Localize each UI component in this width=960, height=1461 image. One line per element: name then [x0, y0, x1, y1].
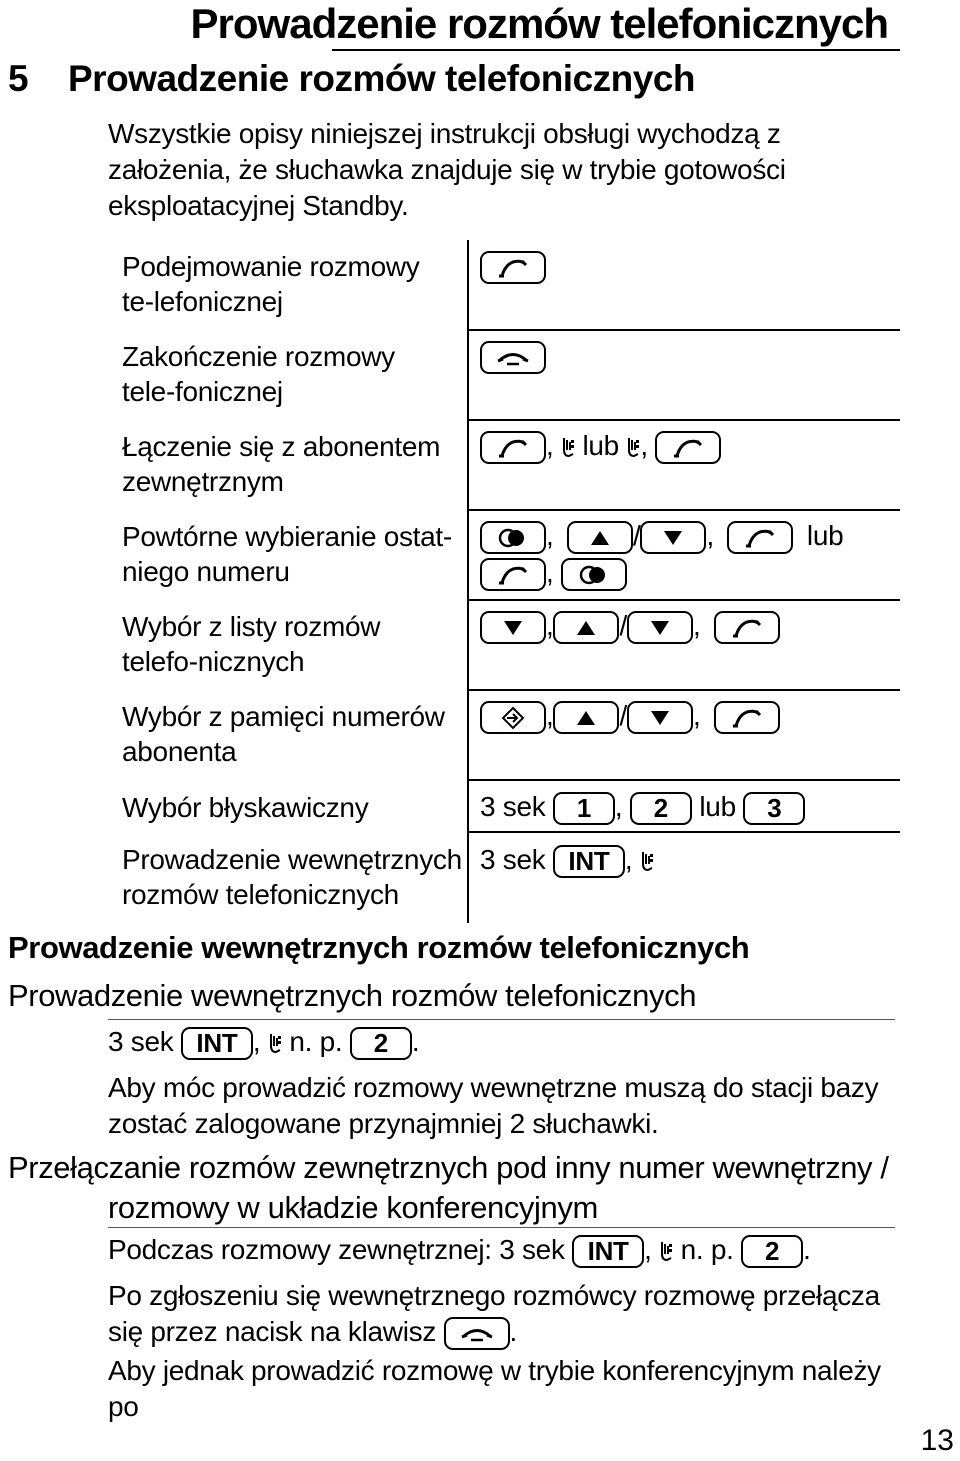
keypad-digits-icon: [626, 436, 640, 460]
key-2: 2: [630, 792, 692, 825]
row-label-end-call: Zakończenie rozmowy tele-fonicznej: [122, 341, 395, 407]
page-number: 13: [920, 1424, 954, 1457]
talk-key-icon: [714, 701, 780, 734]
row-label-redial: Powtórne wybieranie ostat-niego numeru: [122, 521, 452, 587]
table-row-divider: [467, 419, 900, 421]
row-label-call-list: Wybór z listy rozmów telefo-nicznych: [122, 611, 381, 677]
row-action-internal-call: 3 sek INT ,: [480, 842, 654, 878]
talk-key-icon: [655, 431, 721, 464]
int-key: INT: [553, 845, 625, 878]
header-underline: [332, 49, 900, 51]
row-action-phonebook: , / ,: [480, 698, 780, 734]
table-row-divider: [467, 599, 900, 601]
internal-call-note: Aby móc prowadzić rozmowy wewnętrzne muszą do stacji bazy zostać zalogowane przynajmniej 2 słuchawki.: [108, 1072, 879, 1139]
down-arrow-key-icon: [627, 701, 693, 734]
keypad-digits-icon: [659, 1240, 673, 1264]
subheading-transfer: Przełączanie rozmów zewnętrznych pod inny numer wewnętrzny / rozmowy w układzie konferencyjnym: [8, 1150, 889, 1225]
keypad-digits-icon: [268, 1032, 282, 1056]
row-action-answer-call: [480, 248, 546, 284]
row-label-internal-call: Prowadzenie wewnętrznych rozmów telefonicznych: [122, 844, 462, 910]
internal-call-instruction: 3 sek INT , n. p. 2 .: [108, 1026, 420, 1059]
row-label-phonebook: Wybór z pamięci numerów abonenta: [122, 701, 445, 767]
table-vertical-rule: [467, 240, 469, 923]
chapter-number: 5: [8, 58, 29, 99]
talk-key-icon: [480, 251, 546, 284]
row-action-speed-dial: 3 sek 1 , 2 lub 3: [480, 789, 805, 825]
keypad-digits-icon: [640, 850, 654, 874]
row-label-speed-dial: Wybór błyskawiczny: [122, 792, 369, 823]
chapter-heading: [8, 58, 695, 100]
key-3: 3: [743, 792, 805, 825]
int-key: INT: [181, 1027, 253, 1060]
row-action-redial-alt: ,: [480, 555, 627, 591]
table-row-divider: [467, 329, 900, 331]
redial-key-icon: [480, 521, 546, 554]
transfer-paragraph-2: Aby jednak prowadzić rozmowę w trybie konferencyjnym należy po: [108, 1355, 881, 1422]
subheading-rule: [108, 1227, 895, 1228]
subheading-rule: [108, 1019, 895, 1020]
table-row-divider: [467, 689, 900, 691]
row-action-external-call: , lub ,: [480, 428, 721, 464]
section-heading-internal: Prowadzenie wewnętrznych rozmów telefonicznych: [8, 930, 750, 965]
row-label-external-call: Łączenie się z abonentem zewnętrznym: [122, 431, 441, 497]
end-call-key-icon: [480, 341, 546, 374]
transfer-paragraph-1: Po zgłoszeniu się wewnętrznego rozmówcy rozmowę przełącza się przez nacisk na klawisz .: [108, 1278, 898, 1350]
row-action-call-list: , / ,: [480, 608, 780, 644]
end-call-key-icon: [444, 1317, 510, 1350]
redial-key-icon: [561, 558, 627, 591]
row-label-answer-call: Podejmowanie rozmowy te-lefonicznej: [122, 251, 420, 317]
intro-paragraph: Wszystkie opisy niniejszej instrukcji obsługi wychodzą z założenia, że słuchawka znajduje się w trybie gotowości eksploatacyjnej Standby.: [108, 118, 786, 221]
int-key: INT: [572, 1235, 644, 1268]
talk-key-icon: [480, 431, 546, 464]
transfer-instruction: Podczas rozmowy zewnętrznej: 3 sek INT , n. p. 2 .: [108, 1234, 811, 1267]
page-header-title: Prowadzenie rozmów telefonicznych: [190, 0, 888, 47]
up-arrow-key-icon: [567, 521, 633, 554]
talk-key-icon: [714, 611, 780, 644]
up-arrow-key-icon: [553, 611, 619, 644]
down-arrow-key-icon: [627, 611, 693, 644]
talk-key-icon: [480, 558, 546, 591]
talk-key-icon: [727, 521, 793, 554]
row-action-redial: , / , lub: [480, 518, 843, 554]
key-1: 1: [553, 792, 615, 825]
subheading-internal: Prowadzenie wewnętrznych rozmów telefonicznych: [8, 978, 697, 1013]
key-2: 2: [741, 1235, 803, 1268]
table-row-divider: [467, 509, 900, 511]
down-arrow-key-icon: [640, 521, 706, 554]
phonebook-key-icon: [480, 701, 546, 734]
chapter-title: Prowadzenie rozmów telefonicznych: [68, 58, 696, 99]
row-action-end-call: [480, 338, 546, 374]
key-2: 2: [350, 1027, 412, 1060]
up-arrow-key-icon: [553, 701, 619, 734]
table-row-divider: [467, 831, 900, 833]
down-arrow-key-icon: [480, 611, 546, 644]
table-row-divider: [467, 779, 900, 781]
keypad-digits-icon: [561, 436, 575, 460]
